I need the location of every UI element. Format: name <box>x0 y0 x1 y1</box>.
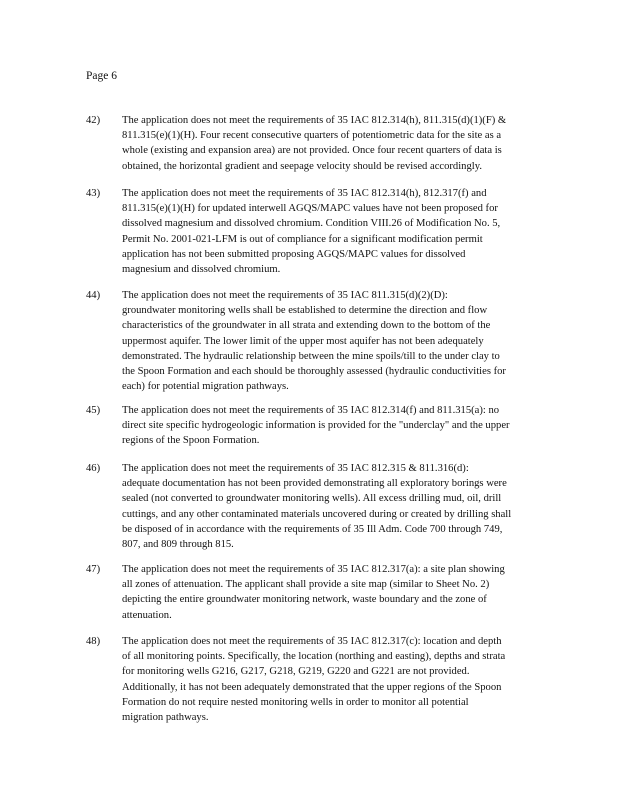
text-line: characteristics of the groundwater in all strata and extending down to the bottom of the <box>122 320 491 332</box>
text-line: regions of the Spoon Formation. <box>122 435 260 447</box>
text-line: Additionally, it has not been adequately demonstrated that the upper regions of the Spoon <box>122 681 502 693</box>
text-line: migration pathways. <box>122 712 209 724</box>
text-line: the Spoon Formation and each should be thoroughly assessed (hydraulic conductivities for <box>122 366 506 378</box>
text-line: application has not been submitted proposing AGQS/MAPC values for dissolved <box>122 248 466 260</box>
text-line: The application does not meet the requirements of 35 IAC 812.314(f) and 811.315(a): no <box>122 405 500 416</box>
text-line: all zones of attenuation. The applicant shall provide a site map (similar to Sheet No. 2) <box>122 579 490 591</box>
comment-number: 44) <box>86 290 101 301</box>
text-line: Permit No. 2001-021-LFM is out of compliance for a significant modification permit <box>122 233 483 245</box>
comment-text <box>122 562 545 623</box>
text-line: The application does not meet the requirements of 35 IAC 812.314(h), 811.315(d)(1)(F) & <box>122 115 507 126</box>
comment-text <box>122 186 545 277</box>
comment-text <box>122 461 545 552</box>
text-line: uppermost aquifer. The lower limit of the upper most aquifer has not been adequately <box>122 335 484 347</box>
text-line: cuttings, and any other contaminated materials uncovered during or created by drilling shall <box>122 508 512 520</box>
text-line: The application does not meet the requirements of 35 IAC 812.317(a): a site plan showing <box>122 564 505 575</box>
text-line: The application does not meet the requirements of 35 IAC 811.315(d)(2)(D): <box>122 290 448 301</box>
text-line: The application does not meet the requirements of 35 IAC 812.315 & 811.316(d): <box>122 463 469 474</box>
text-line: adequate documentation has not been provided demonstrating all exploratory borings were <box>122 478 507 490</box>
text-line: of all monitoring points. Specifically, the location (northing and easting), depths and strata <box>122 651 506 663</box>
text-line: attenuation. <box>122 609 172 621</box>
comment-number: 45) <box>86 405 101 416</box>
text-line: groundwater monitoring wells shall be established to determine the direction and flow <box>122 305 488 317</box>
text-line: depicting the entire groundwater monitoring network, waste boundary and the zone of <box>122 594 487 606</box>
text-line: The application does not meet the requirements of 35 IAC 812.314(h), 812.317(f) and <box>122 188 487 199</box>
comment-text <box>122 113 545 174</box>
comment-number: 48) <box>86 636 101 647</box>
comment-text <box>122 634 545 725</box>
text-line: 811.315(e)(1)(H). Four recent consecutive quarters of potentiometric data for the site as a <box>122 130 502 142</box>
text-line: 807, and 809 through 815. <box>122 539 234 551</box>
text-line: Formation do not require nested monitoring wells in order to monitor all potential <box>122 696 469 708</box>
text-line: demonstrated. The hydraulic relationship between the mine spoils/till to the under clay to <box>122 350 500 362</box>
text-line: be disposed of in accordance with the requirements of 35 Ill Adm. Code 700 through 749, <box>122 523 503 535</box>
text-line: direct site specific hydrogeologic information is provided for the "underclay" and the upper <box>122 420 510 432</box>
comment-number: 47) <box>86 564 101 575</box>
text-line: magnesium and dissolved chromium. <box>122 264 281 276</box>
comment-text <box>122 403 545 449</box>
text-line: sealed (not converted to groundwater monitoring wells). All excess drilling mud, oil, drill <box>122 493 502 505</box>
text-line: each) for potential migration pathways. <box>122 381 289 393</box>
text-line: for monitoring wells G216, G217, G218, G219, G220 and G221 are not provided. <box>122 666 470 678</box>
comment-number: 46) <box>86 463 101 474</box>
comment-number: 42) <box>86 115 101 126</box>
text-line: dissolved magnesium and dissolved chromium. Condition VIII.26 of Modification No. 5, <box>122 218 501 230</box>
text-line: The application does not meet the requirements of 35 IAC 812.317(c): location and depth <box>122 636 502 647</box>
comment-number: 43) <box>86 188 101 199</box>
text-line: whole (existing and expansion area) are not provided. Once four recent quarters of data is <box>122 145 502 157</box>
comment-text <box>122 288 545 394</box>
text-line: 811.315(e)(1)(H) for updated interwell AGQS/MAPC values have not been proposed for <box>122 203 498 215</box>
text-line: obtained, the horizontal gradient and seepage velocity should be revised accordingly. <box>122 160 482 172</box>
page-number: Page 6 <box>86 70 117 82</box>
